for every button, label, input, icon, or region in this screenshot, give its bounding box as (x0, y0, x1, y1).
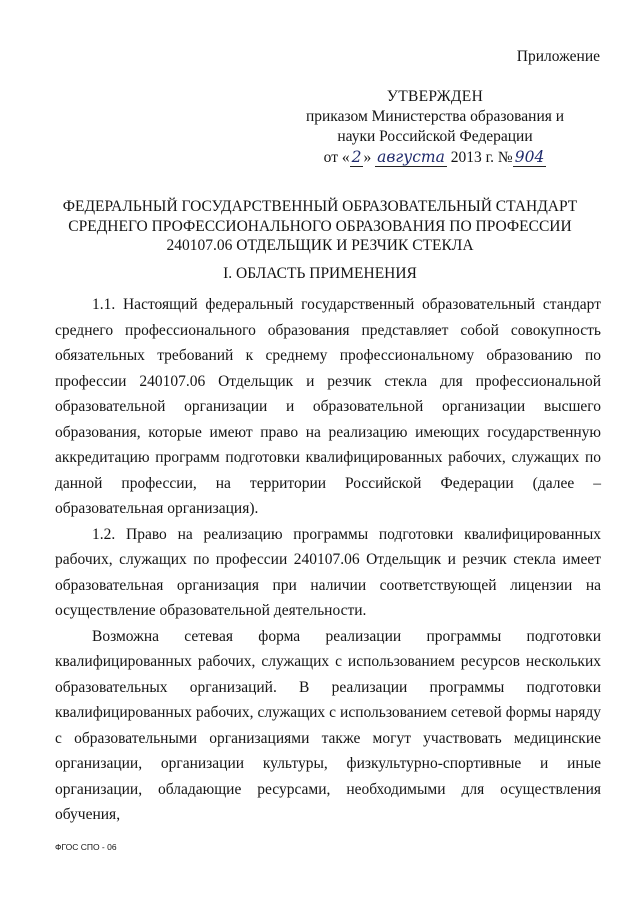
handwritten-month: августа (377, 148, 445, 166)
paragraph-1-2: 1.2. Право на реализацию программы подготовки квалифицированных рабочих, служащих по профессии 240107.06 Отдельщик и резчик стекла имеет образовательная организация при наличии соответствующей лицензии на осуществление образовательной деятельности. (55, 525, 601, 619)
handwritten-day: 2 (351, 148, 362, 166)
order-date-line (300, 147, 570, 168)
document-title (40, 197, 600, 256)
order-line-2: науки Российской Федерации (337, 128, 533, 145)
appendix-label: Приложение (516, 48, 600, 65)
paragraph-network-form: Возможна сетевая форма реализации программы подготовки квалифицированных рабочих, служащих с использованием ресурсов нескольких образовательных организаций. В реализации программы подготовки квалифицированных рабочих, служащих с использованием сетевой формы наряду с образовательными организациями также могут участвовать медицинские организации, организации культуры, физкультурно-спортивные и иные организации, обладающие ресурсами, необходимыми для осуществления обучения, (55, 627, 601, 823)
section-heading: I. ОБЛАСТЬ ПРИМЕНЕНИЯ (223, 265, 417, 282)
handwritten-order-number: 904 (514, 148, 545, 166)
footer-code: ФГОС СПО - 06 (55, 842, 117, 852)
order-line-1: приказом Министерства образования и (305, 108, 565, 125)
title-line-3: 240107.06 ОТДЕЛЬЩИК И РЕЗЧИК СТЕКЛА (166, 237, 474, 254)
title-line-2: СРЕДНЕГО ПРОФЕССИОНАЛЬНОГО ОБРАЗОВАНИЯ ПО ПРОФЕССИИ (68, 217, 572, 235)
body-text (55, 292, 601, 828)
paragraph-1-1: 1.1. Настоящий федеральный государственный образовательный стандарт среднего профессионального образования представляет собой совокупность обязательных требований к среднему профессиональному образованию по профессии 240107.06 Отдельщик и резчик стекла для профессиональной образовательной организации и образовательной организации высшего образования, которые имеют право на реализацию имеющих государственную аккредитацию программ подготовки квалифицированных рабочих, служащих по данной профессии, на территории Российской Федерации (далее – образовательная организация). (55, 296, 601, 517)
approved-label: УТВЕРЖДЕН (386, 88, 484, 105)
title-line-1: ФЕДЕРАЛЬНЫЙ ГОСУДАРСТВЕННЫЙ ОБРАЗОВАТЕЛЬНЫЙ СТАНДАРТ (62, 198, 578, 215)
date-mid: » (363, 149, 372, 166)
approval-block (300, 87, 570, 168)
date-year: 2013 г. № (450, 149, 513, 166)
date-prefix: от « (323, 149, 350, 166)
